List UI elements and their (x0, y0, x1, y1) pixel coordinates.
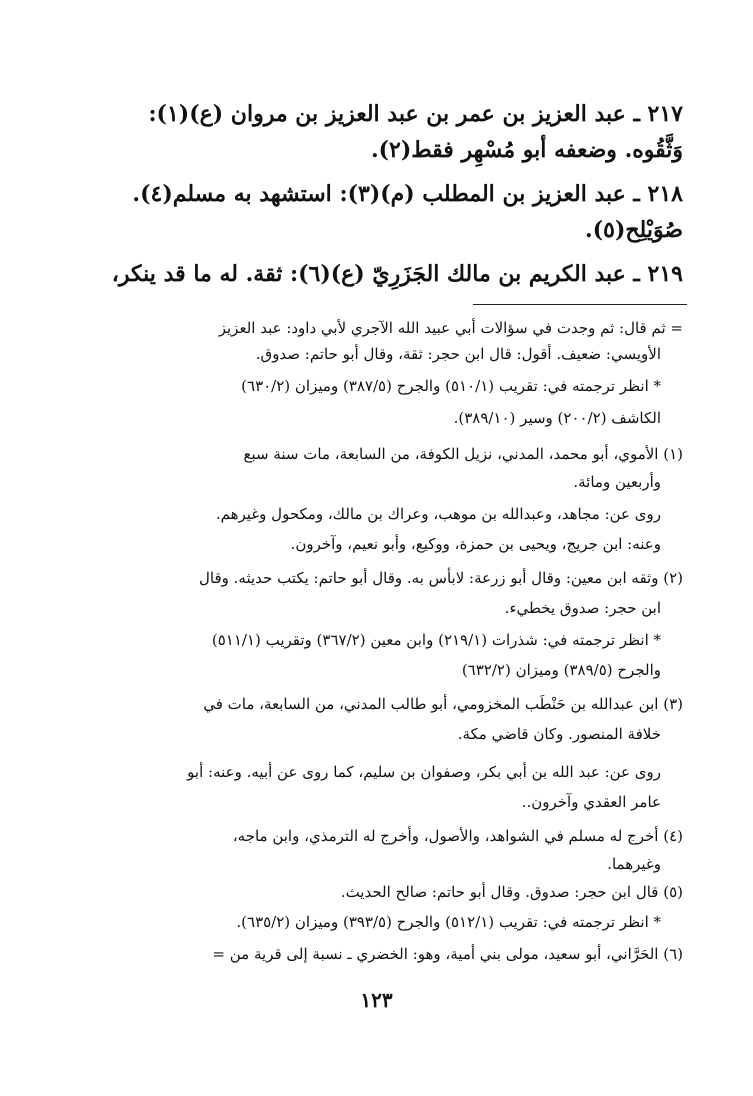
footnote-line: (٣) ابن عبدالله بن حَنْطَب المخزومي، أبو طالب المدني، من السابعة، مات في (203, 695, 683, 713)
footnote-line: روى عن: عبد الله بن أبي بكر، وصفوان بن سليم، كما روى عن أبيه. وعنه: أبو (187, 763, 661, 781)
entry-219-line-1: ٢١٩ ـ عبد الكريم بن مالك الجَزَرِيّ (ع)(٦): ثقة. له ما قد ينكر، (111, 261, 683, 287)
entry-217-line-2: وَثَّقُوه. وضعفه أبو مُسْهِر فقط(٢). (370, 137, 683, 163)
footnote-line: * انظر ترجمته في: شذرات (٢١٩/١) وابن معين (٣٦٧/٢) وتقريب (٥١١/١) (211, 631, 661, 649)
footnote-line: (٤) أخرج له مسلم في الشواهد، والأصول، وأخرج له الترمذي، وابن ماجه، (232, 827, 683, 845)
entry-218-line-1: ٢١٨ ـ عبد العزيز بن المطلب (م)(٣): استشهد به مسلم(٤). (132, 181, 683, 207)
footnote-line: * انظر ترجمته في: تقريب (٥١٢/١) والجرح (٣٩٣/٥) وميزان (٦٣٥/٢). (236, 913, 661, 931)
footnote-line: وأربعين ومائة. (573, 473, 661, 491)
footnote-line: الكاشف (٢٠٠/٢) وسير (٣٨٩/١٠). (453, 409, 661, 427)
entry-218-line-2: صُوَيْلِح(٥). (585, 217, 683, 243)
footnote-line: (١) الأموي، أبو محمد، المدني، نزيل الكوفة، من السابعة، مات سنة سبع (243, 445, 683, 463)
footnote-line: الأويسي: ضعيف. أقول: قال ابن حجر: ثقة، وقال أبو حاتم: صدوق. (255, 345, 661, 363)
footnote-line: (٢) وثقه ابن معين: وقال أبو زرعة: لابأس به. وقال أبو حاتم: يكتب حديثه. وقال (199, 569, 683, 587)
footnote-line: = ثم قال: ثم وجدت في سؤالات أبي عبيد الله الآجري لأبي داود: عبد العزيز (218, 319, 683, 337)
footnote-separator (473, 304, 687, 305)
footnote-line: وعنه: ابن جريج، ويحيى بن حمزة، ووكيع، وأبو نعيم، وآخرون. (290, 535, 661, 553)
page-number: ١٢٣ (360, 988, 393, 1012)
footnote-line: وغيرهما. (607, 855, 661, 873)
footnote-line: (٦) الحَرَّاني، أبو سعيد، مولى بني أمية، وهو: الخضري ـ نسبة إلى قرية من = (212, 945, 683, 963)
footnote-line: والجرح (٣٨٩/٥) وميزان (٦٣٢/٢) (461, 661, 661, 679)
footnote-line: خلافة المنصور. وكان قاضي مكة. (457, 725, 661, 743)
footnote-line: (٥) قال ابن حجر: صدوق. وقال أبو حاتم: صالح الحديث. (340, 883, 683, 901)
footnote-line: روى عن: مجاهد، وعبدالله بن موهب، وعراك بن مالك، ومكحول وغيرهم. (215, 505, 661, 523)
footnote-line: ابن حجر: صدوق يخطيء. (504, 599, 661, 617)
footnote-line: * انظر ترجمته في: تقريب (٥١٠/١) والجرح (٣٨٧/٥) وميزان (٦٣٠/٢) (241, 377, 661, 395)
footnote-line: عامر العقدي وآخرون.. (521, 793, 661, 811)
entry-217-line-1: ٢١٧ ـ عبد العزيز بن عمر بن عبد العزيز بن مروان (ع)(١): (148, 101, 683, 127)
